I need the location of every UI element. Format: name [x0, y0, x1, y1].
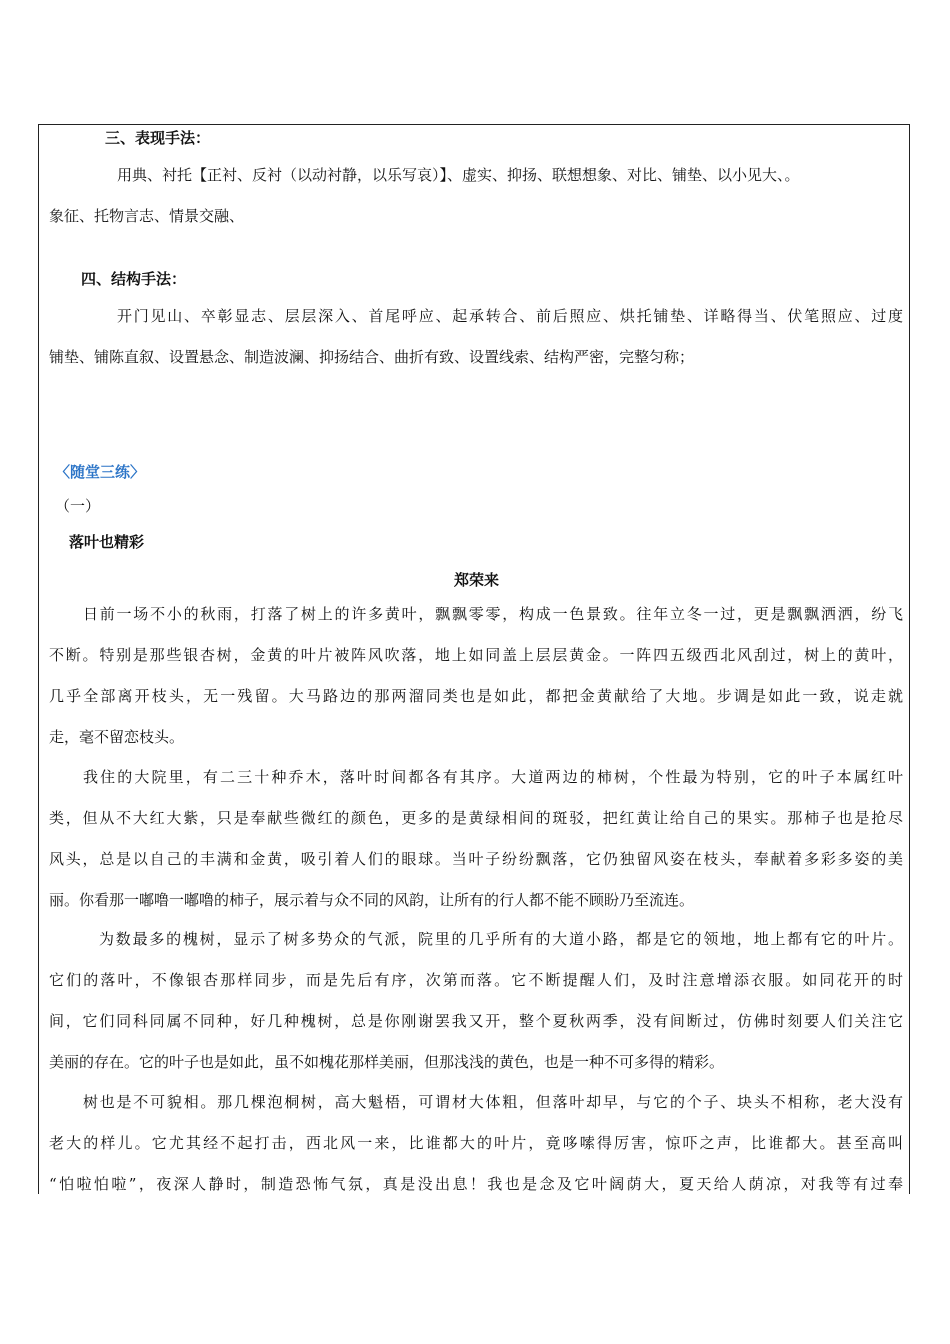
practice-number: （一）: [55, 497, 101, 515]
section-3-line-1: 用典、衬托【正衬、反衬（以动衬静，以乐写哀）】、虚实、抑扬、联想想象、对比、铺垫、以小见大、。: [117, 166, 800, 184]
section-4-line-1: 开门见山、卒彰显志、层层深入、首尾呼应、起承转合、前后照应、烘托铺垫、详略得当、伏笔照应、过度: [117, 307, 903, 325]
paragraph-3-line-2: 它们的落叶，不像银杏那样同步，而是先后有序，次第而落。它不断提醒人们，及时注意增添衣服。如同花开的时: [49, 971, 903, 989]
paragraph-4-line-2: 老大的样儿。它尤其经不起打击，西北风一来，比谁都大的叶片，竟哆嗦得厉害，惊吓之声，比谁都大。甚至高叫: [49, 1134, 903, 1152]
section-3-line-2: 象征、托物言志、情景交融、: [49, 207, 245, 225]
document-frame: [38, 124, 910, 1194]
paragraph-2-line-3: 风头，总是以自己的丰满和金黄，吸引着人们的眼球。当叶子纷纷飘落，它仍独留风姿在枝头，奉献着多彩多姿的美: [49, 850, 903, 868]
paragraph-2-line-2: 类，但从不大红大紫，只是奉献些微红的颜色，更多的是黄绿相间的斑驳，把红黄让给自己的果实。那柿子也是抢尽: [49, 809, 903, 827]
paragraph-1-line-1: 日前一场不小的秋雨，打落了树上的许多黄叶，飘飘零零，构成一色景致。往年立冬一过，更是飘飘洒洒，纷飞: [83, 605, 903, 623]
section-4-heading: 四、结构手法：: [81, 270, 187, 288]
paragraph-2-line-4: 丽。你看那一嘟噜一嘟噜的柿子，展示着与众不同的风韵，让所有的行人都不能不顾盼乃至流连。: [49, 891, 695, 909]
section-4-line-2: 铺垫、铺陈直叙、设置悬念、制造波澜、抑扬结合、曲折有致、设置线索、结构严密，完整匀称；: [49, 348, 695, 366]
article-author: 郑荣来: [454, 571, 500, 589]
paragraph-3-line-1: 为数最多的槐树，显示了树多势众的气派，院里的几乎所有的大道小路，都是它的领地，地上都有它的叶片。: [99, 930, 903, 948]
paragraph-1-line-2: 不断。特别是那些银杏树，金黄的叶片被阵风吹落，地上如同盖上层层黄金。一阵四五级西北风刮过，树上的黄叶，: [49, 646, 903, 664]
paragraph-3-line-3: 间，它们同科同属不同种，好几种槐树，总是你刚谢罢我又开，整个夏秋两季，没有间断过，仿佛时刻要人们关注它: [49, 1012, 903, 1030]
paragraph-4-line-1: 树也是不可貌相。那几棵泡桐树，高大魁梧，可谓材大体粗，但落叶却早，与它的个子、块头不相称，老大没有: [83, 1093, 903, 1111]
paragraph-3-line-4: 美丽的存在。它的叶子也是如此，虽不如槐花那样美丽，但那浅浅的黄色，也是一种不可多得的精彩。: [49, 1053, 725, 1071]
article-title: 落叶也精彩: [69, 533, 145, 551]
section-3-heading: 三、表现手法：: [105, 129, 211, 147]
practice-label: 〈随堂三练〉: [55, 463, 146, 481]
paragraph-4-line-3: “怕啦怕啦”，夜深人静时，制造恐怖气氛，真是没出息！我也是念及它叶阔荫大，夏天给人荫凉，对我等有过奉: [49, 1175, 903, 1193]
paragraph-1-line-3: 几乎全部离开枝头，无一残留。大马路边的那两溜同类也是如此，都把金黄献给了大地。步调是如此一致，说走就: [49, 687, 903, 705]
paragraph-2-line-1: 我住的大院里，有二三十种乔木，落叶时间都各有其序。大道两边的柿树，个性最为特别，它的叶子本属红叶: [83, 768, 903, 786]
paragraph-1-line-4: 走，毫不留恋枝头。: [49, 728, 185, 746]
